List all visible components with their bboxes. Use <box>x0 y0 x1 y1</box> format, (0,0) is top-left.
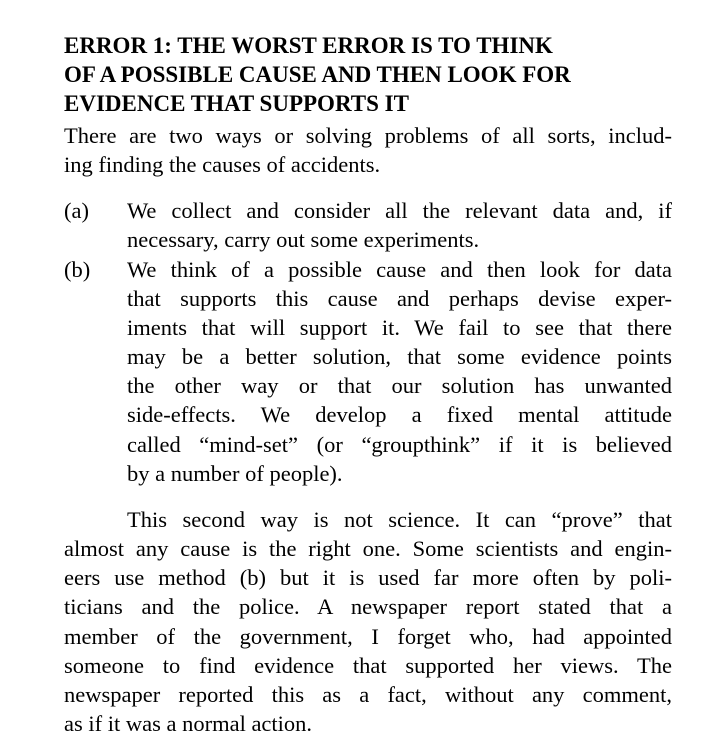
paragraph-line: eers use method (b) but it is used far more often by poli- <box>64 565 672 590</box>
list-item-b-line: side-effects. We develop a fixed mental attitude <box>127 402 672 427</box>
paragraph-line: ticians and the police. A newspaper report stated that a <box>64 594 672 619</box>
paragraph-line: member of the government, I forget who, had appointed <box>64 624 672 649</box>
list-item-b-line: iments that will support it. We fail to see that there <box>127 315 672 340</box>
list-item-b-line: the other way or that our solution has unwanted <box>127 373 672 398</box>
intro-line: ing finding the causes of accidents. <box>64 152 381 177</box>
heading-line: ERROR 1: THE WORST ERROR IS TO THINK <box>64 33 553 58</box>
paragraph-line: someone to find evidence that supported her views. The <box>64 653 672 678</box>
heading-line: OF A POSSIBLE CAUSE AND THEN LOOK FOR <box>64 62 571 87</box>
list-label-b: (b) <box>64 257 91 282</box>
list-item-b-line: called “mind-set” (or “groupthink” if it is believed <box>127 432 672 457</box>
list-item-b-line: We think of a possible cause and then look for data <box>127 257 672 282</box>
list-item-b-line: by a number of people). <box>127 461 343 486</box>
paragraph-line: as if it was a normal action. <box>64 711 313 736</box>
list-item-a-line: We collect and consider all the relevant data and, if <box>127 198 672 223</box>
list-label-a: (a) <box>64 198 89 223</box>
section-heading <box>64 31 664 118</box>
heading-line: EVIDENCE THAT SUPPORTS IT <box>64 91 409 116</box>
paragraph-line: This second way is not science. It can “prove” that <box>127 507 672 532</box>
paragraph-line: newspaper reported this as a fact, without any comment, <box>64 682 672 707</box>
list-item-b-line: may be a better solution, that some evidence points <box>127 344 672 369</box>
list-item-b-line: that supports this cause and perhaps devise exper- <box>127 286 672 311</box>
list-item-a-line: necessary, carry out some experiments. <box>127 227 480 252</box>
intro-line: There are two ways or solving problems of all sorts, includ- <box>64 123 672 148</box>
paragraph-line: almost any cause is the right one. Some scientists and engin- <box>64 536 672 561</box>
